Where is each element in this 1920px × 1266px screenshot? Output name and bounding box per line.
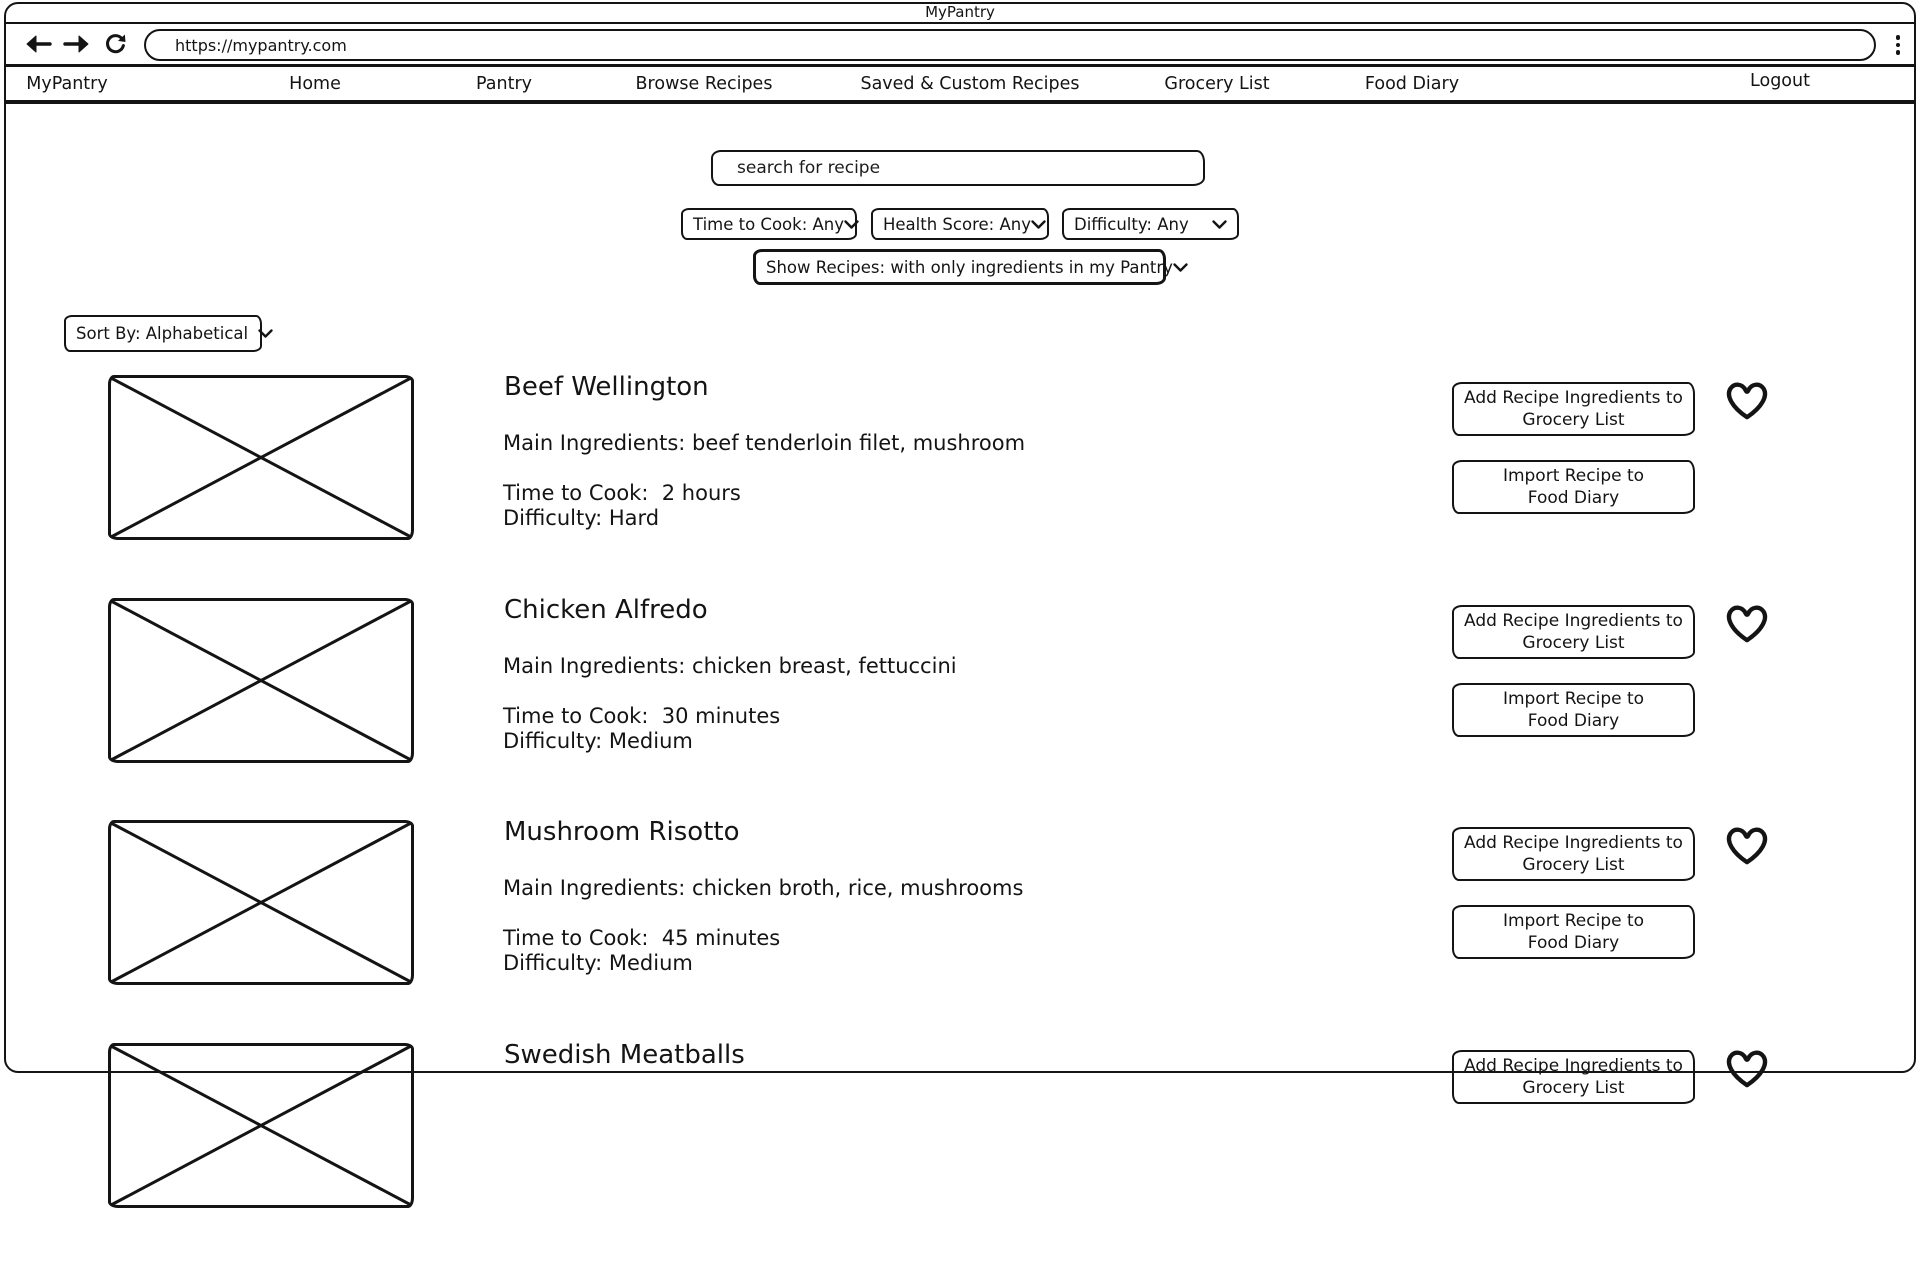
recipe-title: Swedish Meatballs: [504, 1040, 745, 1070]
favorite-heart-icon[interactable]: [1724, 1047, 1770, 1092]
nav-item-pantry[interactable]: Pantry: [476, 73, 532, 94]
nav-item-home[interactable]: Home: [289, 73, 341, 94]
recipe-time: Time to Cook: 30 minutes: [503, 704, 781, 728]
add-to-grocery-line2: Grocery List: [1522, 1078, 1625, 1098]
recipe-ingredients: Main Ingredients: chicken breast, fettuccini: [503, 654, 957, 678]
recipe-image-placeholder: [108, 1043, 414, 1208]
add-to-grocery-list-button[interactable]: [1452, 827, 1695, 881]
recipe-row: [0, 1040, 1920, 1266]
sort-by-dropdown[interactable]: [64, 315, 262, 352]
import-to-diary-line2: Food Diary: [1527, 488, 1620, 508]
recipe-image-placeholder: [108, 598, 414, 763]
chevron-down-icon: [1031, 220, 1046, 229]
import-to-diary-line2: Food Diary: [1527, 933, 1620, 953]
add-to-grocery-line2: Grocery List: [1522, 855, 1625, 875]
add-to-grocery-list-button[interactable]: [1452, 605, 1695, 659]
add-to-grocery-line1: Add Recipe Ingredients to: [1464, 388, 1683, 408]
refresh-icon[interactable]: [104, 33, 127, 56]
browser-nav-icons: [24, 24, 127, 64]
import-to-food-diary-button[interactable]: [1452, 905, 1695, 959]
add-to-grocery-line1: Add Recipe Ingredients to: [1464, 611, 1683, 631]
recipe-row: [0, 817, 1920, 1043]
back-icon[interactable]: [24, 34, 51, 54]
nav-item-browse-recipes[interactable]: Browse Recipes: [635, 73, 773, 94]
import-to-food-diary-button[interactable]: [1452, 683, 1695, 737]
add-to-grocery-list-button[interactable]: [1452, 382, 1695, 436]
recipe-image-placeholder: [108, 375, 414, 540]
sort-by-label: Sort By: Alphabetical: [76, 324, 249, 343]
add-to-grocery-line2: Grocery List: [1522, 410, 1625, 430]
recipe-row: [0, 595, 1920, 821]
recipe-difficulty: Difficulty: Hard: [503, 506, 660, 530]
browser-toolbar: [4, 24, 1916, 67]
nav-item-food-diary[interactable]: Food Diary: [1364, 73, 1460, 94]
site-navbar: [4, 67, 1916, 104]
add-to-grocery-line1: Add Recipe Ingredients to: [1464, 1056, 1683, 1076]
chevron-down-icon: [1212, 220, 1227, 229]
favorite-heart-icon[interactable]: [1724, 824, 1770, 869]
recipe-image-placeholder: [108, 820, 414, 985]
difficulty-filter-label: Difficulty: Any: [1074, 214, 1189, 234]
add-to-grocery-line2: Grocery List: [1522, 633, 1625, 653]
import-to-diary-line1: Import Recipe to: [1502, 466, 1645, 486]
recipe-time: Time to Cook: 45 minutes: [503, 926, 781, 950]
show-recipes-filter[interactable]: [753, 249, 1173, 285]
import-to-diary-line1: Import Recipe to: [1502, 689, 1645, 709]
recipe-title: Mushroom Risotto: [504, 817, 740, 847]
nav-item-grocery-list[interactable]: Grocery List: [1164, 73, 1270, 94]
chevron-down-icon: [844, 220, 859, 229]
add-to-grocery-line1: Add Recipe Ingredients to: [1464, 833, 1683, 853]
time-to-cook-filter[interactable]: [681, 208, 857, 240]
forward-icon[interactable]: [64, 34, 91, 54]
recipe-ingredients: Main Ingredients: beef tenderloin filet, mushroom: [503, 431, 1026, 455]
chevron-down-icon: [1173, 263, 1188, 272]
add-to-grocery-list-button[interactable]: [1452, 1050, 1695, 1104]
show-recipes-filter-label: Show Recipes: with only ingredients in my Pantry: [766, 257, 1173, 277]
recipe-title: Chicken Alfredo: [504, 595, 708, 625]
nav-item-saved-custom[interactable]: Saved & Custom Recipes: [860, 73, 1080, 94]
recipe-difficulty: Difficulty: Medium: [503, 951, 693, 975]
browser-menu-icon[interactable]: [1896, 32, 1901, 58]
difficulty-filter[interactable]: [1062, 208, 1239, 240]
chevron-down-icon: [258, 329, 273, 338]
import-to-diary-line1: Import Recipe to: [1502, 911, 1645, 931]
favorite-heart-icon[interactable]: [1724, 602, 1770, 647]
health-score-filter[interactable]: [871, 208, 1049, 240]
favorite-heart-icon[interactable]: [1724, 379, 1770, 424]
window-title: MyPantry: [925, 3, 995, 21]
url-text: https://mypantry.com: [175, 35, 347, 55]
recipe-time: Time to Cook: 2 hours: [503, 481, 741, 505]
recipe-difficulty: Difficulty: Medium: [503, 729, 693, 753]
import-to-diary-line2: Food Diary: [1527, 711, 1620, 731]
time-to-cook-filter-label: Time to Cook: Any: [693, 214, 845, 234]
recipe-title: Beef Wellington: [504, 372, 709, 402]
window-titlebar: [4, 2, 1916, 24]
import-to-food-diary-button[interactable]: [1452, 460, 1695, 514]
recipe-ingredients: Main Ingredients: chicken broth, rice, mushrooms: [503, 876, 1024, 900]
nav-brand[interactable]: MyPantry: [26, 73, 108, 94]
recipe-row: [0, 372, 1920, 598]
recipe-search-input[interactable]: [711, 150, 1205, 186]
url-bar[interactable]: [144, 29, 1876, 61]
logout-button[interactable]: Logout: [1750, 70, 1810, 91]
health-score-filter-label: Health Score: Any: [883, 214, 1031, 234]
